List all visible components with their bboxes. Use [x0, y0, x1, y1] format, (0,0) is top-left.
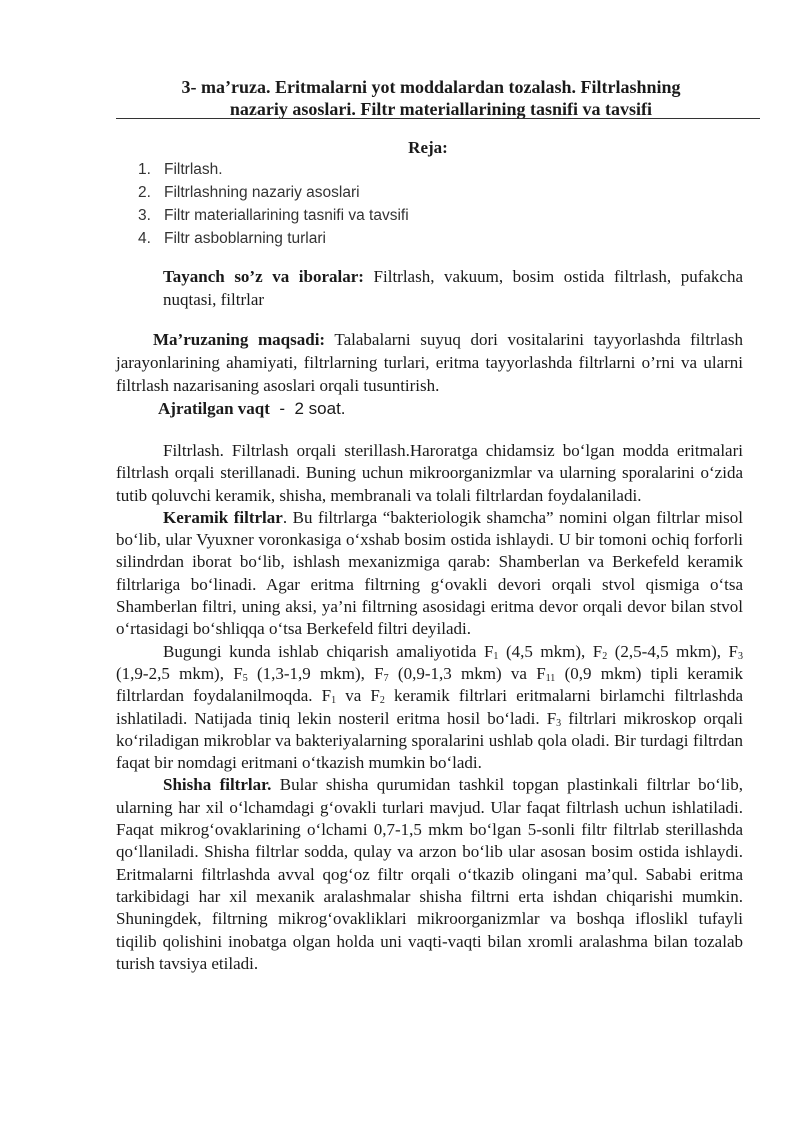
text-run: keramik filtrlari eritmalarni birlamchi filtrlashda ishlatiladi. Natijada tiniq lekin nosteril eritma hosil bo‘ladi. F — [116, 686, 744, 728]
title-bold-prefix: 3- ma’ruza. — [181, 77, 271, 97]
text-run: filtrlari mikroskop orqali ko‘riladigan mikroblar va bakteriyalarning sporalarini ushlab qola oladi. Bir turdagi filtrdan faqat bir nomdagi eritmani o‘tkazish mumkin bo‘ladi. — [116, 708, 743, 773]
plan-item — [138, 158, 409, 181]
keywords-text: Filtrlash, vakuum, bosim ostida filtrlash, pufakcha nuqtasi, filtrlar — [163, 267, 743, 309]
subscript: 3 — [737, 650, 743, 662]
ceramic-filters-label: Keramik filtrlar — [163, 507, 283, 527]
glass-filters-label: Shisha filtrlar. — [163, 775, 272, 795]
plan-item-text: Filtr materiallarining tasnifi va tavsifi — [164, 207, 409, 224]
plan-item-number: 3. — [138, 207, 151, 224]
goal-label: Ma’ruzaning maqsadi: — [153, 330, 326, 349]
plan-list — [138, 158, 409, 250]
subscript: 7 — [383, 672, 389, 684]
subscript: 2 — [379, 695, 385, 707]
title-line1: Eritmalarni yot moddalardan tozalash. Filtrlashning — [270, 77, 681, 97]
subscript: 3 — [556, 717, 562, 729]
time-value: - 2 soat. — [269, 399, 346, 418]
plan-item-number: 1. — [138, 161, 151, 178]
title-line2: nazariy asoslari. Filtr materiallarining tasnifi va tavsifi — [229, 99, 653, 119]
plan-item-number: 4. — [138, 230, 151, 247]
subscript: 11 — [545, 672, 556, 684]
plan-item-text: Filtr asboblarning turlari — [164, 230, 326, 247]
lecture-title — [118, 76, 758, 120]
lecture-body — [116, 440, 743, 975]
text-run: (1,9-2,5 mkm), F — [116, 663, 243, 683]
title-divider — [116, 118, 760, 119]
plan-item — [138, 227, 409, 250]
time-block — [158, 397, 346, 420]
paragraph-filtration: Filtrlash. Filtrlash orqali sterillash.Haroratga chidamsiz bo‘lgan modda eritmalari filtrlash orqali sterillanadi. Buning uchun mikroorganizmlar va ularning sporalarini o‘zida tutib qoluvchi keramik, shisha, membranali va tolali filtrlardan foydalaniladi. — [116, 441, 743, 505]
subscript: 1 — [493, 650, 499, 662]
subscript: 5 — [242, 672, 248, 684]
goal-text: Talabalarni suyuq dori vositalarini tayyorlashda filtrlash jarayonlarining ahamiyati, filtrlarning turlari, eritma tayyorlashda filtrlarni o’rni va ularni filtrlash nazarisaning asoslari orqali tusuntirish. — [116, 330, 743, 395]
plan-heading: Reja: — [408, 138, 448, 157]
text-run: (0,9-1,3 mkm) va F — [388, 663, 546, 683]
paragraph-ceramic-filters — [116, 507, 743, 641]
paragraph-filter-types — [116, 641, 743, 775]
plan-item — [138, 204, 409, 227]
plan-item-text: Filtrlash. — [164, 161, 223, 178]
time-label: Ajratilgan vaqt — [158, 399, 270, 418]
keywords-label: Tayanch so’z va iboralar: — [163, 267, 364, 286]
text-run: (0,9 mkm) tipli keramik filtrlardan foydalanilmoqda. F — [116, 663, 744, 706]
goal-block — [116, 328, 743, 397]
text-run: (1,3-1,9 mkm), F — [247, 663, 384, 683]
text-run: Bugungi kunda ishlab chiqarish amaliyotida F — [163, 641, 494, 661]
plan-item-number: 2. — [138, 184, 151, 201]
text-run: va F — [336, 686, 380, 706]
text-run: (4,5 mkm), F — [498, 641, 603, 661]
ceramic-filters-text: . Bu filtrlarga “bakteriologik shamcha” nomini olgan filtrlar misol bo‘lib, ular Vyuxner voronkasiga o‘xshab bosim ostida ishlaydi. U bir tomoni ochiq forforli silindrdan iborat bo‘lib, ishlash mexanizmiga qarab: Shamberlan va Berkefeld keramik filtrlariga bo‘linadi. Agar eritma filtrning g‘ovakli devori orqali stvol qismiga o‘tsa Shamberlan filtri, uning aksi, ya’ni filtrning asosidagi eritma devor orqali devor bilan stvol o‘rtasidagi bo‘shliqqa o‘tsa Berkefeld filtri deyiladi. — [116, 507, 743, 639]
keywords-block — [163, 265, 743, 311]
glass-filters-text: Bular shisha qurumidan tashkil topgan plastinkali filtrlar bo‘lib, ularning har xil o‘lchamdagi g‘ovakli turlari mavjud. Ular faqat filtrlash uchun ishlatiladi. Faqat mikrog‘ovaklarining o‘lchami 0,7-1,5 mkm bo‘lgan 5-sonli filtr filtrlab sterillashda qo‘llaniladi. Shisha filtrlar sodda, qulay va arzon bo‘lib ular asosan bosim ostida ishlaydi. Eritmalarni filtrlashda avval qog‘oz filtr orqali o‘tkazib olingani ma’qul. Sababi eritma tarkibidagi har xil mexanik aralashmalar shisha filtrni erta ishdan chiqarishi mumkin. Shuningdek, filtrning mikrog‘ovakliklari mikroorganizmlar va boshqa ifloslikl tufayli tiqilib qolishini inobatga olgan holda uni vaqti-vaqti bilan xromli aralashma bilan tozalab turish tavsiya etiladi. — [116, 775, 743, 973]
subscript: 2 — [602, 650, 608, 662]
plan-item-text: Filtrlashning nazariy asoslari — [164, 184, 360, 201]
text-run: (2,5-4,5 mkm), F — [607, 641, 738, 661]
paragraph-glass-filters — [116, 774, 743, 975]
plan-item — [138, 181, 409, 204]
subscript: 1 — [331, 695, 337, 707]
